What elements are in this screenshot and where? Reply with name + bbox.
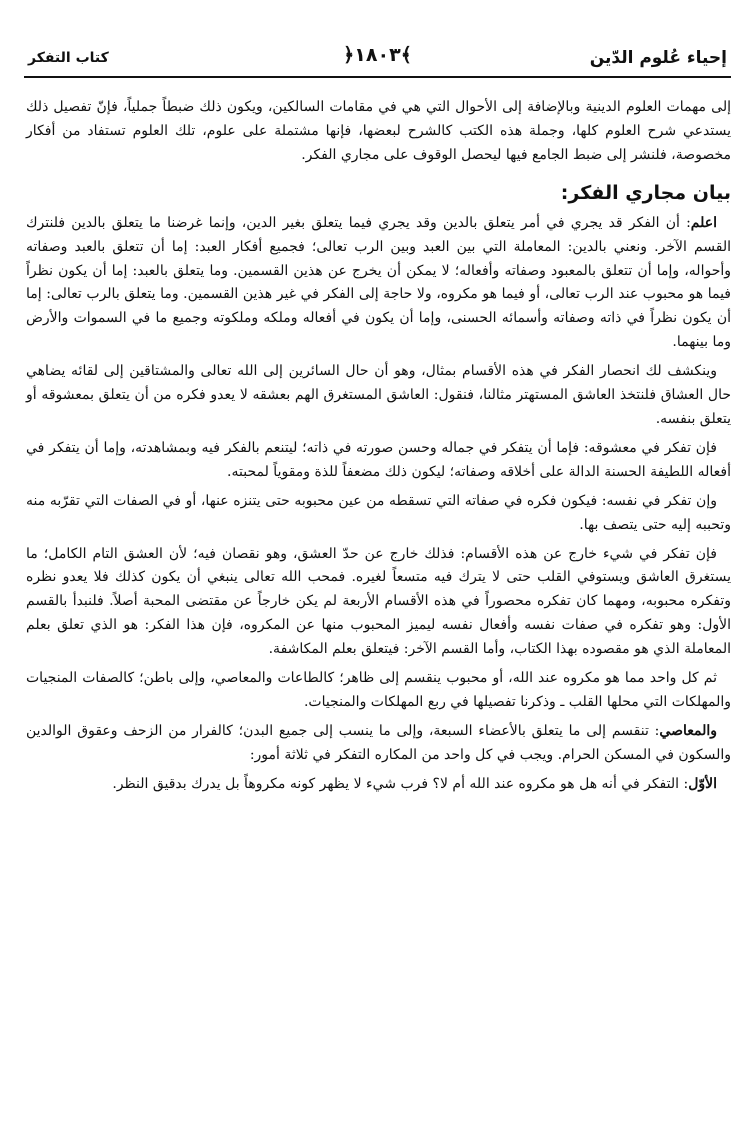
book-title: إحياء عُلوم الدّين [589,48,727,68]
page-number: ﴿١٨٠٣﴾ [343,44,412,66]
paragraph-text: : تنقسم إلى ما يتعلق بالأعضاء السبعة، وإلى ما ينسب إلى جميع البدن؛ كالفرار من الزحف وعقوق الوالدين والسكون في المسكن الحرام. ويجب في كل واحد من المكاره التفكر في ثلاثة أمور: [26,722,731,763]
paragraph-beloved: فإن تفكر في معشوقه: فإما أن يتفكر في جماله وحسن صورته في ذاته؛ ليتنعم بالفكر فيه وبمشاهدته، وإما أن يتفكر في أفعاله اللطيفة الحسنة الدالة على أخلاقه وصفاته؛ ليكون ذلك مضعفاً للذة ومقوياً لمحبته. [26,439,731,480]
paragraph-text: : التفكر في أنه هل هو مكروه عند الله أم لا؟ فرب شيء لا يظهر كونه مكروهاً بل يدرك بدقيق النظر. [112,775,689,792]
paragraph-lead-word: الأوّل [688,775,717,792]
paragraph-sins [26,720,731,768]
paragraph-lead-word: اعلم [690,214,717,231]
header-divider [24,76,731,78]
paragraph-lead-word: والمعاصي [659,722,717,739]
section-heading: بيان مجاري الفكر: [560,181,731,204]
chapter-title: كتاب التفكر [28,50,109,66]
paragraph-know [26,212,731,355]
paragraph-self: وإن تفكر في نفسه: فيكون فكره في صفاته التي تسقطه من عين محبوبه حتى يتنزه عنها، أو في الصفات التي تقرّبه منه وتحببه إليه حتى يتصف بها. [26,492,731,533]
paragraph-division: ثم كل واحد مما هو مكروه عند الله، أو محبوب ينقسم إلى ظاهر؛ كالطاعات والمعاصي، وإلى باطن؛ كالصفات المنجيات والمهلكات التي محلها القلب ـ وذكرنا تفصيلها في ربع المهلكات والمنجيات. [26,670,731,710]
paragraph-first [26,773,731,797]
page-header [24,40,731,78]
paragraph-text: : أن الفكر قد يجري في أمر يتعلق بالدين وقد يجري فيما يتعلق بغير الدين، وإنما غرضنا ما يتعلق بالدين فلنترك القسم الآخر. ونعني بالدين: المعاملة التي بين العبد وبين الرب تعالى؛ فجميع أفكار العبد: إما أن تتعلق بالعبد وصفاته وأحواله، وإما أن تتعلق بالمعبود وصفاته وأفعاله؛ لا يمكن أن يخرج عن هذين القسمين. وما يتعلق بالعبد: إما أن يكون نظراً فيما هو محبوب عند الرب تعالى، أو فيما هو مكروه، ولا حاجة إلى الفكر في غير هذين القسمين. وما يتعلق بالرب تعالى: إما أن يكون نظراً في ذاته وصفاته وأسمائه الحسنى، وإما أن يكون في أفعاله وملكه وملكوته وجميع ما في السموات والأرض وما بينهما. [26,214,731,351]
paragraph-intro: إلى مهمات العلوم الدينية وبالإضافة إلى الأحوال التي هي في مقامات السالكين، ويكون ذلك ضبطاً جملياً، فإنّ تفصيل ذلك يستدعي شرح العلوم كلها، وجملة هذه الكتب كالشرح لبعضها، فإنها مشتملة على علوم، تلك العلوم تستفاد من أفكار مخصوصة، فلنشر إلى ضبط الجامع فيها ليحصل الوقوف على مجاري الفكر. [26,99,731,163]
paragraph-outside: فإن تفكر في شيء خارج عن هذه الأقسام: فذلك خارج عن حدّ العشق، وهو نقصان فيه؛ لأن العشق التام الكامل؛ ما يستغرق العاشق ويستوفي القلب حتى لا يترك فيه متسعاً لغيره. فمحب الله تعالى ينبغي أن يكون كذلك فلا يعدو نظره وتفكره محبوبه، ومهما كان تفكره محصوراً في هذه الأقسام الأربعة لم يكن خارجاً عن مقتضى المحبة أصلاً. فلنبدأ بالقسم الأول: وهو تفكره في صفات نفسه وأفعال نفسه ليميز المحبوب منها عن المكروه، فإن هذا الفكر: هو الذي تعلق بعلم المعاملة الذي هو مقصوده بهذا الكتاب، وأما القسم الآخر: فيتعلق بعلم المكاشفة. [26,545,731,658]
page-body [26,96,731,802]
paragraph-example: وينكشف لك انحصار الفكر في هذه الأقسام بمثال، وهو أن حال السائرين إلى الله تعالى والمشتاقين إلى لقائه يضاهي حال العشاق فلنتخذ العاشق المستهتر مثالنا، فنقول: العاشق المستغرق الهم بعشقه لا يعدو فكره من أن يتعلق بمعشوقه أو يتعلق بنفسه. [26,363,731,427]
